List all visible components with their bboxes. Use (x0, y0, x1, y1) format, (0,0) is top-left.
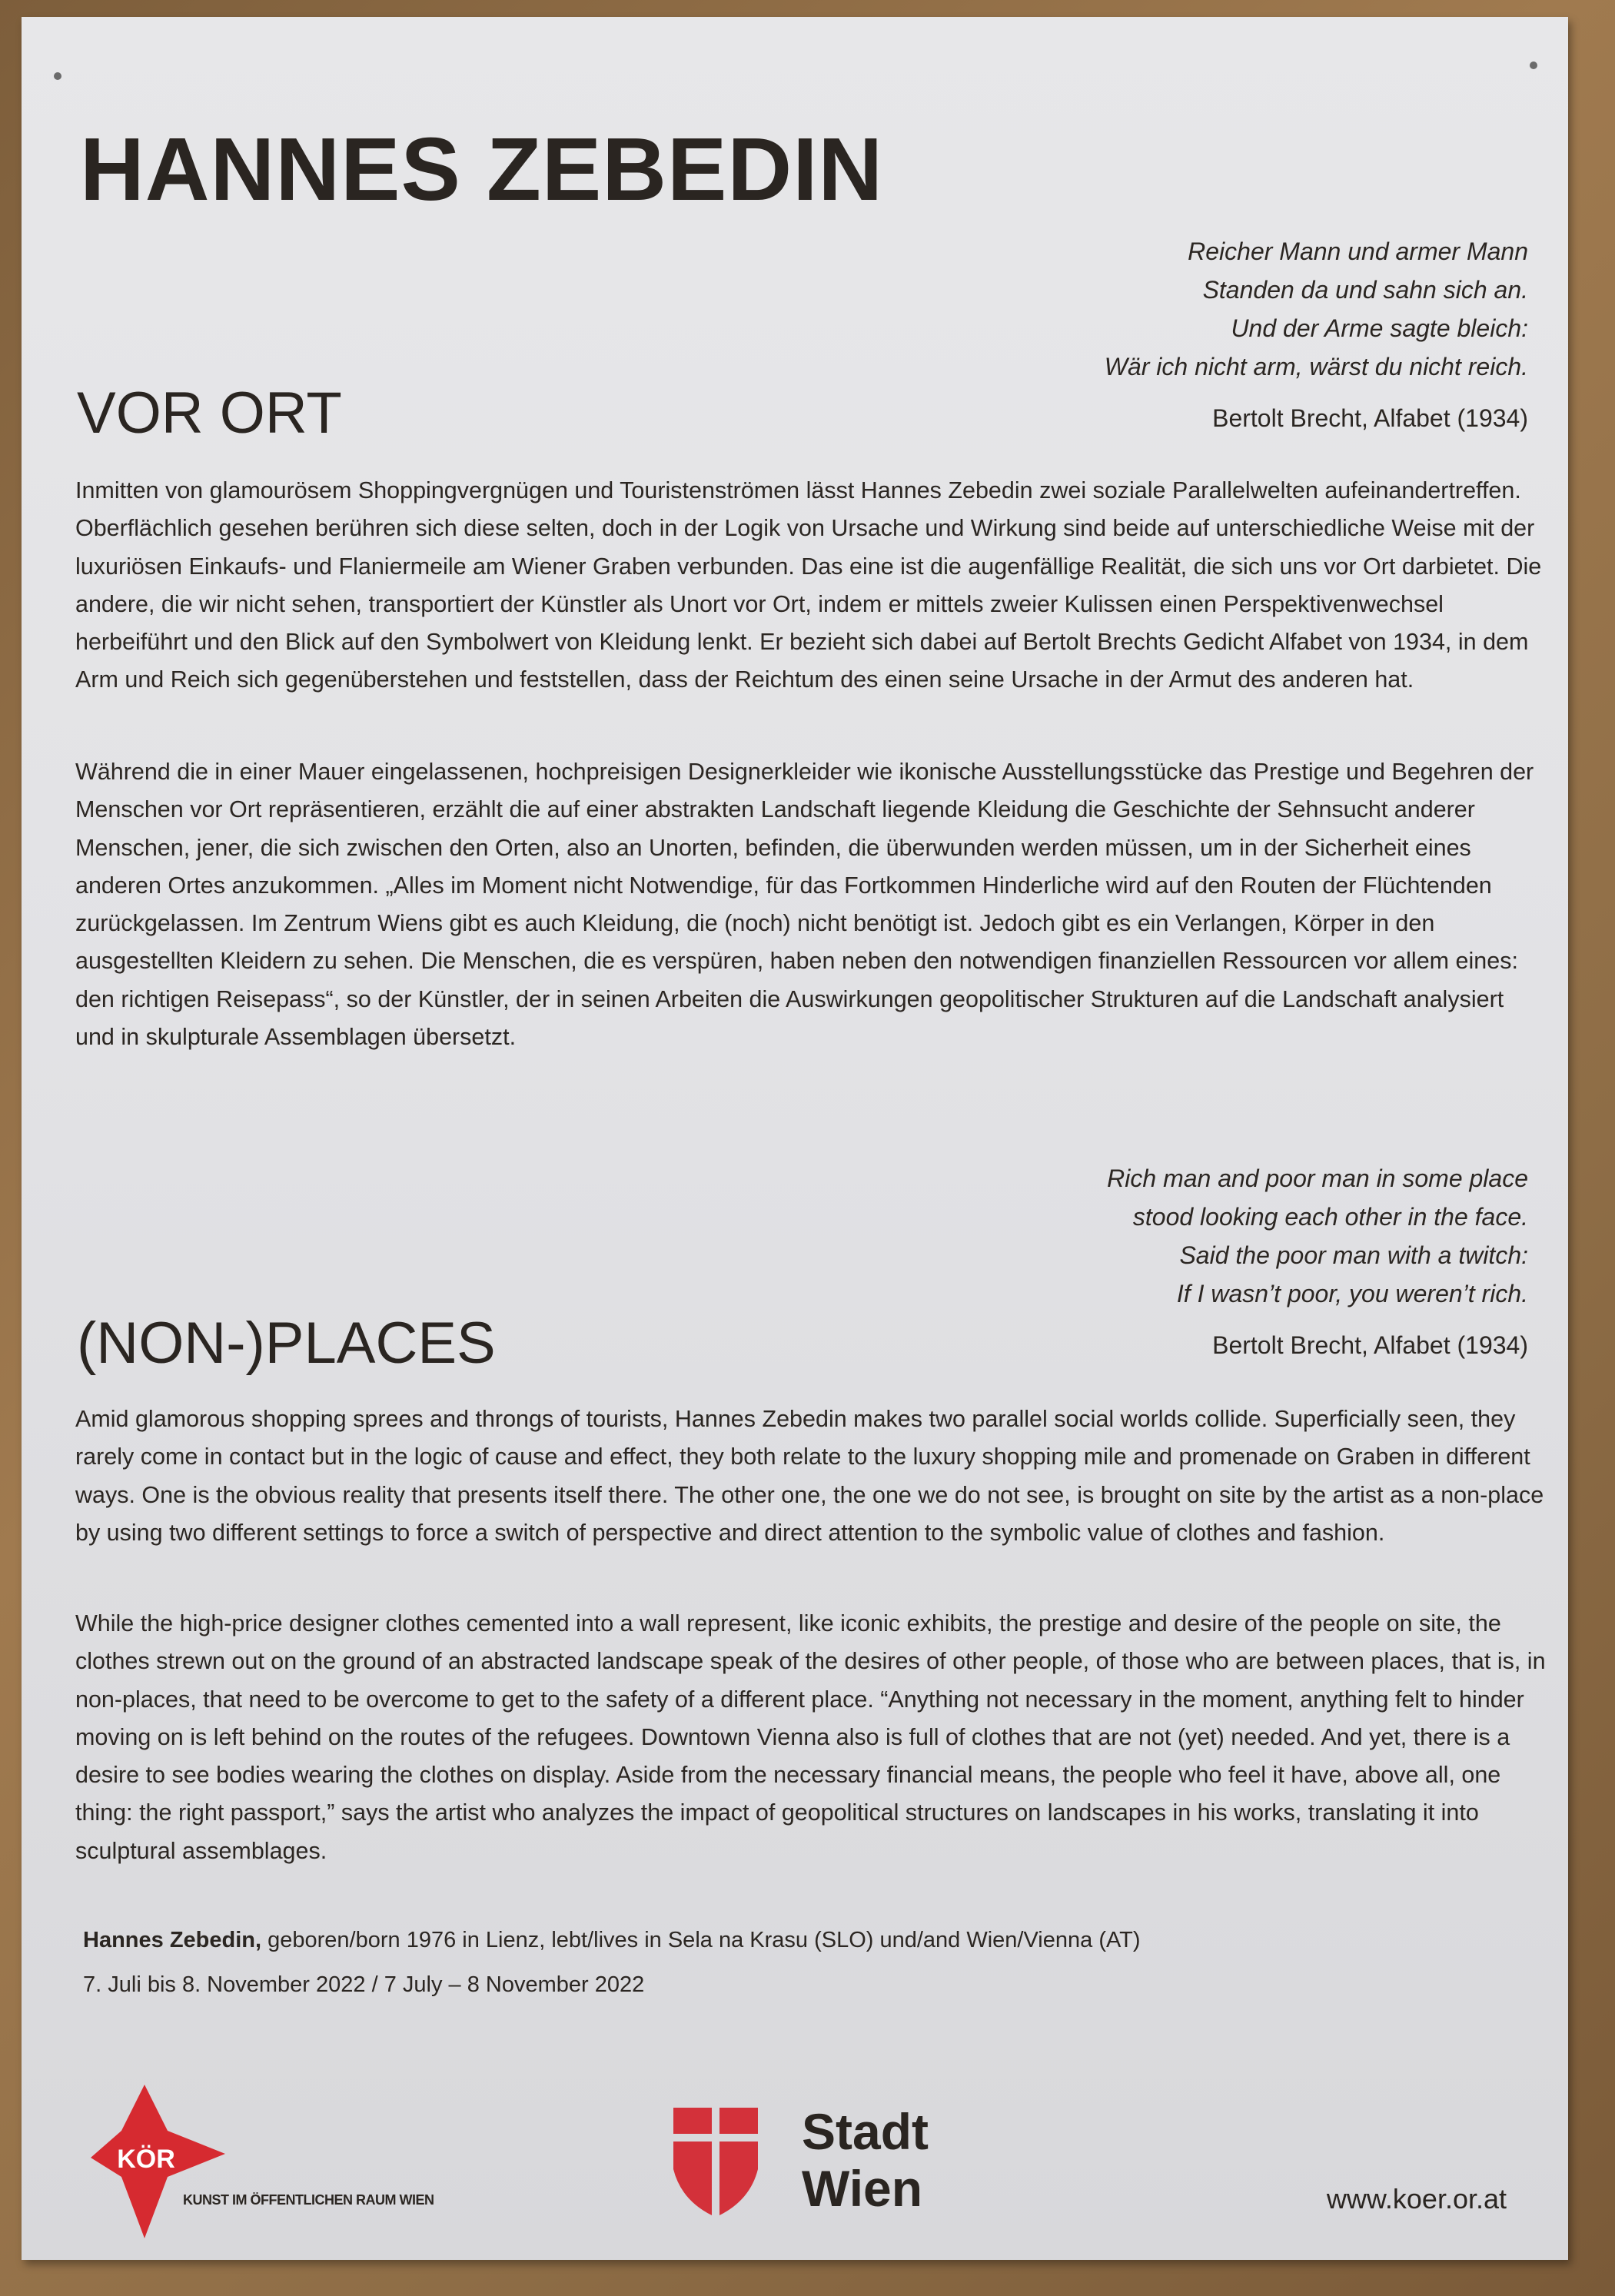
artist-name: Hannes Zebedin, (83, 1928, 262, 1952)
koer-subtitle: KUNST IM ÖFFENTLICHEN RAUM WIEN (183, 2192, 434, 2208)
koer-logo-text: KÖR (117, 2145, 175, 2174)
poster-title: HANNES ZEBEDIN (80, 119, 884, 219)
english-quote (944, 1159, 1528, 1313)
quote-line: Said the poor man with a twitch: (1179, 1241, 1528, 1269)
koer-logo-icon (91, 2085, 268, 2238)
artist-bio (83, 1928, 1141, 1953)
stadt-wien-shield-icon (673, 2108, 766, 2215)
stadt-wien-line1: Stadt (802, 2103, 929, 2160)
website-link[interactable]: www.koer.or.at (1326, 2183, 1507, 2215)
german-quote-source: Bertolt Brecht, Alfabet (1934) (1212, 404, 1528, 432)
german-paragraph-2: Während die in einer Mauer eingelassenen, hochpreisigen Designerkleider wie ikonische Ausstellungsstücke das Prestige und Begehren der Menschen vor Ort repräsentieren, erzählt die auf einer abstrakten Landschaft liegende Kleidung die Geschichte der Sehnsucht anderer Menschen, jener, die sich zwischen den Orten, also an Unorten, befinden, die überwunden werden müssen, um in der Sicherheit eines anderen Ortes anzukommen. „Alles im Moment nicht Notwendige, für das Fortkommen Hinderliche wird auf den Routen der Flüchtenden zurückgelassen. Im Zentrum Wiens gibt es auch Kleidung, die (noch) nicht benötigt ist. Jedoch gibt es ein Verlangen, Körper in den ausgestellten Kleidern zu sehen. Die Menschen, die es verspüren, haben neben den notwendigen finanziellen Ressourcen vor allem eines: den richtigen Reisepass“, so der Künstler, der in seinen Arbeiten die Auswirkungen geopolitischer Strukturen auf die Landschaft analysiert und in skulpturale Assemblagen übersetzt. (75, 759, 1534, 1051)
pin-top-left (54, 72, 61, 80)
english-paragraph-2: While the high-price designer clothes cemented into a wall represent, like iconic exhibits, the prestige and desire of the people on site, the clothes strewn out on the ground of an abstracted landscape speak of the desires of other people, of those who are between places, that is, in non-places, that need to be overcome to get to the safety of a different place. “Anything not necessary in the moment, anything felt to hinder moving on is left behind on the routes of the refugees. Downtown Vienna also is full of clothes that are not (yet) needed. And yet, there is a desire to see bodies wearing the clothes on display. Aside from the necessary financial means, the people who feel it have, above all, one thing: the right passport,” says the artist who analyzes the impact of geopolitical structures on landscapes in his works, translating it into sculptural assemblages. (75, 1610, 1546, 1864)
english-paragraph-1: Amid glamorous shopping sprees and throngs of tourists, Hannes Zebedin makes two parallel social worlds collide. Superficially seen, they rarely come in contact but in the logic of cause and effect, they both relate to the luxury shopping mile and promenade on Graben in different ways. One is the obvious reality that presents itself there. The other one, the one we do not see, is brought on site by the artist as a non-place by using two different settings to force a switch of perspective and direct attention to the symbolic value of clothes and fashion. (75, 1406, 1544, 1546)
quote-line: Und der Arme sagte bleich: (1231, 314, 1528, 342)
exhibition-dates: 7. Juli bis 8. November 2022 / 7 July – 8 November 2022 (83, 1972, 645, 1997)
english-heading: (NON-)PLACES (77, 1311, 496, 1376)
artist-details: geboren/born 1976 in Lienz, lebt/lives in Sela na Krasu (SLO) und/and Wien/Vienna (AT) (261, 1928, 1141, 1952)
exhibition-poster (22, 17, 1568, 2260)
german-paragraph-1: Inmitten von glamourösem Shoppingvergnügen und Touristenströmen lässt Hannes Zebedin zwei soziale Parallelwelten aufeinandertreffen. Oberflächlich gesehen berühren sich diese selten, doch in der Logik von Ursache und Wirkung sind beide auf unterschiedliche Weise mit der luxuriösen Einkaufs- und Flaniermeile am Wiener Graben verbunden. Das eine ist die augenfällige Realität, die sich uns vor Ort darbietet. Die andere, die wir nicht sehen, transportiert der Künstler als Unort vor Ort, indem er mittels zweier Kulissen einen Perspektivenwechsel herbeiführt und den Blick auf den Symbolwert von Kleidung lenkt. Er bezieht sich dabei auf Bertolt Brechts Gedicht Alfabet von 1934, in dem Arm und Reich sich gegenüberstehen und feststellen, dass der Reichtum des einen seine Ursache in der Armut des anderen hat. (75, 477, 1542, 693)
quote-line: Standen da und sahn sich an. (1202, 276, 1528, 304)
stadt-wien-line2: Wien (802, 2160, 923, 2217)
quote-line: If I wasn’t poor, you weren’t rich. (1176, 1280, 1528, 1307)
quote-line: Reicher Mann und armer Mann (1188, 238, 1528, 265)
german-quote (944, 232, 1528, 386)
quote-line: Rich man and poor man in some place (1107, 1165, 1528, 1192)
pin-top-right (1530, 61, 1537, 69)
quote-line: stood looking each other in the face. (1132, 1203, 1528, 1231)
german-heading: VOR ORT (77, 380, 342, 446)
english-quote-source: Bertolt Brecht, Alfabet (1934) (1212, 1331, 1528, 1359)
stadt-wien-wordmark (802, 2103, 929, 2217)
quote-line: Wär ich nicht arm, wärst du nicht reich. (1104, 353, 1528, 380)
